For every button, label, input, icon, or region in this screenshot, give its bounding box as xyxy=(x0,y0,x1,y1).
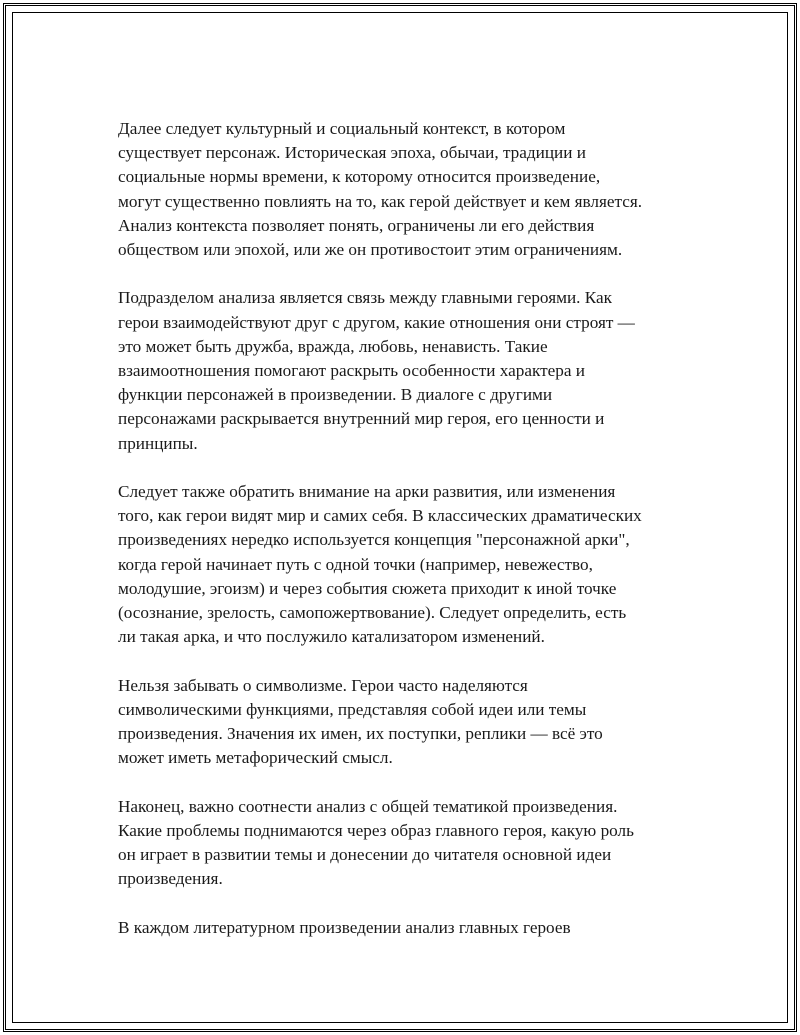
document-body xyxy=(118,117,688,964)
text-line: это может быть дружба, вражда, любовь, ненависть. Такие xyxy=(118,336,548,356)
text-line: когда герой начинает путь с одной точки (например, невежество, xyxy=(118,554,593,574)
paragraph-context xyxy=(118,117,688,262)
text-line: существует персонаж. Историческая эпоха, обычаи, традиции и xyxy=(118,143,586,163)
text-line: ли такая арка, и что послужило катализатором изменений. xyxy=(118,627,545,647)
text-line: взаимоотношения помогают раскрыть особенности характера и xyxy=(118,361,585,381)
text-line: персонажами раскрывается внутренний мир героя, его ценности и xyxy=(118,409,605,429)
text-line: символическими функциями, представляя собой идеи или темы xyxy=(118,699,587,719)
text-line: произведения. Значения их имен, их поступки, реплики — всё это xyxy=(118,724,603,744)
text-line: обществом или эпохой, или же он противостоит этим ограничениям. xyxy=(118,240,623,260)
text-line: молодушие, эгоизм) и через события сюжета приходит к иной точке xyxy=(118,578,617,598)
text-line: Нельзя забывать о символизме. Герои часто наделяются xyxy=(118,675,528,695)
text-line: Подразделом анализа является связь между главными героями. Как xyxy=(118,288,612,308)
text-line: социальные нормы времени, к которому относится произведение, xyxy=(118,167,601,187)
text-line: функции персонажей в произведении. В диалоге с другими xyxy=(118,385,553,405)
text-line: может иметь метафорический смысл. xyxy=(118,748,393,768)
text-line: Следует также обратить внимание на арки развития, или изменения xyxy=(118,482,616,502)
text-line: Анализ контекста позволяет понять, ограничены ли его действия xyxy=(118,215,595,235)
paragraph-character-arcs xyxy=(118,480,688,649)
text-line: принципы. xyxy=(118,433,198,453)
text-line: Наконец, важно соотнести анализ с общей тематикой произведения. xyxy=(118,796,618,816)
text-line: (осознание, зрелость, самопожертвование). Следует определить, есть xyxy=(118,603,627,623)
text-line: того, как герои видят мир и самих себя. В классических драматических xyxy=(118,506,642,526)
text-line: он играет в развитии темы и донесении до читателя основной идеи xyxy=(118,845,612,865)
paragraph-symbolism xyxy=(118,674,688,771)
text-line: могут существенно повлиять на то, как герой действует и кем является. xyxy=(118,191,643,211)
text-line: герои взаимодействуют друг с другом, какие отношения они строят — xyxy=(118,312,635,332)
paragraph-closing xyxy=(118,916,688,940)
paragraph-relationships xyxy=(118,286,688,455)
text-line: Далее следует культурный и социальный контекст, в котором xyxy=(118,119,566,138)
text-line: Какие проблемы поднимаются через образ главного героя, какую роль xyxy=(118,820,634,840)
paragraph-theme xyxy=(118,795,688,892)
text-line: произведениях нередко используется концепция "персонажной арки", xyxy=(118,530,630,550)
text-line: произведения. xyxy=(118,869,223,889)
text-line: В каждом литературном произведении анализ главных героев xyxy=(118,917,571,937)
